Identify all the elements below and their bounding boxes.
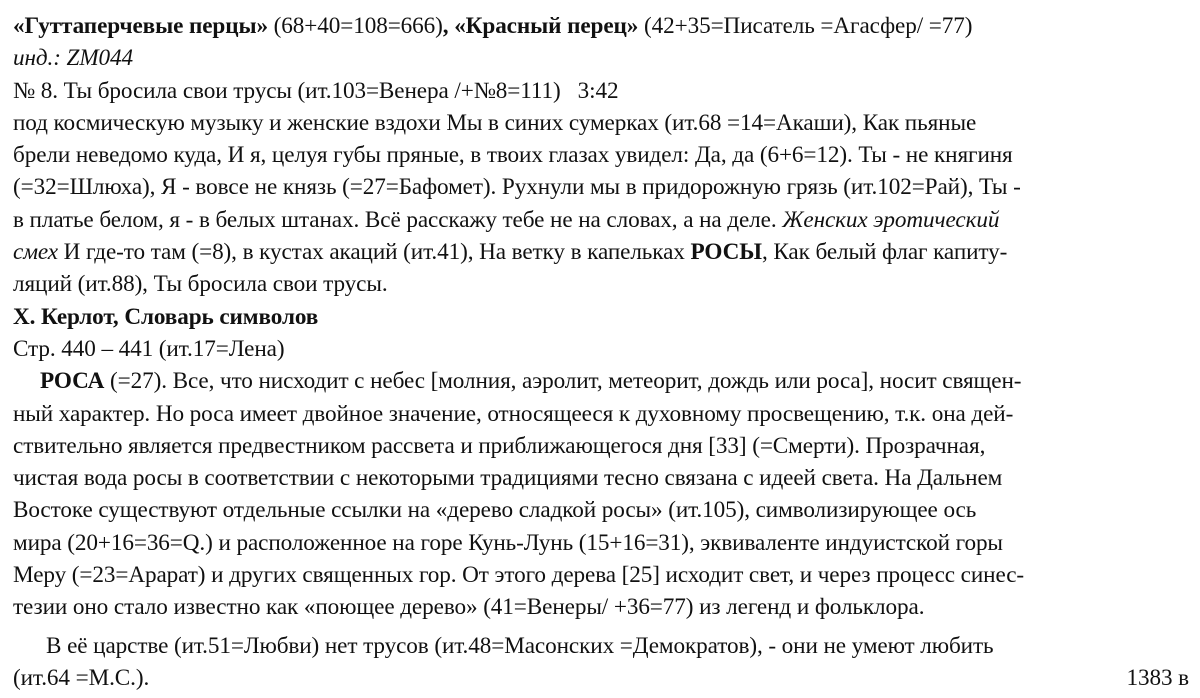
song-line-italic: смех	[13, 239, 58, 266]
kerlot-heading: X. Керлот, Словарь символов	[13, 303, 319, 330]
page-number: 1383 в	[1126, 664, 1189, 691]
kerlot-line: мира (20+16=36=Q.) и расположенное на горе Кунь-Лунь (15+16=31), эквиваленте индуистской горы	[13, 529, 1003, 556]
kerlot-term: РОСА	[40, 368, 105, 395]
song-line	[13, 236, 1189, 268]
kerlot-line-text: (=27). Все, что нисходит с небес [молния, аэролит, метеорит, дождь или роса], носит священ-	[104, 368, 1022, 395]
closing-line-text: (ит.64 =М.С.).	[13, 664, 150, 691]
title-guttapercha: «Гуттаперчевые перцы»	[13, 13, 268, 39]
song-line	[13, 204, 1189, 236]
document-page	[13, 10, 1189, 694]
song-line: под космическую музыку и женские вздохи Мы в синих сумерках (ит.68 =14=Акаши), Как пьяные	[13, 109, 977, 136]
closing-last-line	[13, 662, 1189, 694]
song-line: (=32=Шлюха), Я - вовсе не князь (=27=Бафомет). Рухнули мы в придорожную грязь (ит.102=Рай), Ты -	[13, 174, 1021, 201]
kerlot-line: тезии оно стало известно как «поющее дерево» (41=Венеры/ +36=77) из легенд и фольклора.	[13, 594, 925, 621]
song-line-text: , Как белый флаг капиту-	[761, 239, 1008, 266]
index-code: инд.: ZM044	[13, 45, 134, 72]
kerlot-pages: Стр. 440 – 441 (ит.17=Лена)	[13, 335, 285, 362]
song-line: брели неведомо куда, И я, целуя губы пряные, в твоих глазах увидел: Да, да (6+6=12). Ты - не княгиня	[13, 142, 1013, 169]
title-guttapercha-numbers: (68+40=108=666)	[267, 13, 443, 39]
kerlot-line: ный характер. Но роса имеет двойное значение, относящееся к духовному просвещению, т.к. она дей-	[13, 400, 1014, 427]
kerlot-line: чистая вода росы в соответствии с некоторыми традициями тесно связана с идеей света. На Дальнем	[13, 465, 1003, 492]
song-line-bold-rosy: РОСЫ	[690, 239, 762, 266]
title-red-pepper-numbers: (42+35=Писатель =Агасфер/ =77)	[638, 13, 973, 39]
song-line-italic: Женских эротический	[782, 206, 1000, 233]
title-red-pepper: «Красный перец»	[454, 13, 639, 39]
kerlot-paragraph-first-line	[13, 365, 1189, 397]
kerlot-line: Меру (=23=Арарат) и других священных гор. От этого дерева [25] исходит свет, и через процесс синес-	[13, 562, 1025, 589]
header-line	[13, 10, 1189, 42]
closing-line: В её царстве (ит.51=Любви) нет трусов (ит.48=Масонских =Демократов), - они не умеют любить	[46, 632, 994, 659]
song-line: ляций (ит.88), Ты бросила свои трусы.	[13, 271, 388, 298]
kerlot-line: Востоке существуют отдельные ссылки на «дерево сладкой росы» (ит.105), символизирующее ось	[13, 497, 977, 524]
title-separator: ,	[442, 13, 455, 39]
kerlot-line: ствительно является предвестником рассвета и приближающегося дня [33] (=Смерти). Прозрачная,	[13, 432, 986, 459]
song-line-text: И где-то там (=8), в кустах акаций (ит.41), На ветку в капельках	[57, 239, 691, 266]
song-heading: № 8. Ты бросила свои трусы (ит.103=Венера /+№8=111) 3:42	[13, 77, 619, 104]
song-line-text: в платье белом, я - в белых штанах. Всё расскажу тебе не на словах, а на деле.	[13, 206, 783, 233]
